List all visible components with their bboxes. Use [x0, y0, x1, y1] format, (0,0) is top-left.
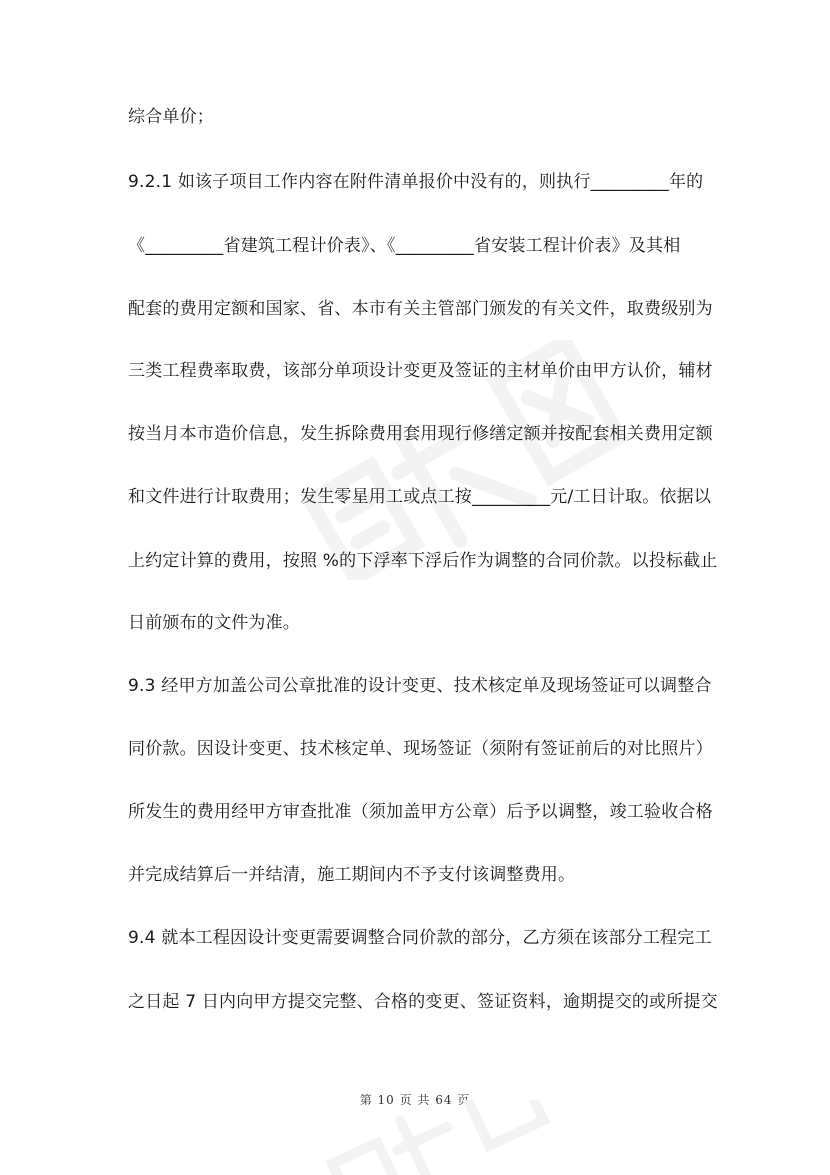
text-line: 《_________省建筑工程计价表》、《_________省安装工程计价表》及其相 [128, 236, 681, 256]
text-line: 三类工程费率取费，该部分单项设计变更及签证的主材单价由甲方认价，辅材 [128, 361, 713, 381]
page-number-footer: 第 10 页 共 64 页 [359, 1093, 471, 1107]
text-line: 上约定计算的费用，按照 %的下浮率下浮后作为调整的合同价款。以投标截止 [128, 551, 718, 571]
text-line: 配套的费用定额和国家、省、本市有关主管部门颁发的有关文件，取费级别为 [128, 299, 713, 319]
text-line: 按当月本市造价信息，发生拆除费用套用现行修缮定额并按配套相关费用定额 [128, 424, 713, 444]
text-line: 之日起 7 日内向甲方提交完整、合格的变更、签证资料，逾期提交的或所提交 [128, 992, 718, 1012]
text-line: 和文件进行计取费用；发生零星用工或点工按_________元/工日计取。依据以 [128, 487, 712, 507]
text-line: 9.3 经甲方加盖公司公章批准的设计变更、技术核定单及现场签证可以调整合 [128, 676, 712, 696]
text-line: 所发生的费用经甲方审查批准（须加盖甲方公章）后予以调整，竣工验收合格 [128, 802, 713, 822]
text-line: 综合单价； [128, 107, 214, 127]
text-line: 9.2.1 如该子项目工作内容在附件清单报价中没有的，则执行_________年的 [128, 172, 704, 192]
text-line: 日前颁布的文件为准。 [128, 613, 300, 633]
text-line: 9.4 就本工程因设计变更需要调整合同价款的部分，乙方须在该部分工程完工 [128, 928, 712, 948]
watermark-logo-bottom [300, 1100, 560, 1175]
text-line: 并完成结算后一并结清，施工期间内不予支付该调整费用。 [128, 865, 576, 885]
text-line: 同价款。因设计变更、技术核定单、现场签证（须附有签证前后的对比照片） [128, 739, 713, 759]
